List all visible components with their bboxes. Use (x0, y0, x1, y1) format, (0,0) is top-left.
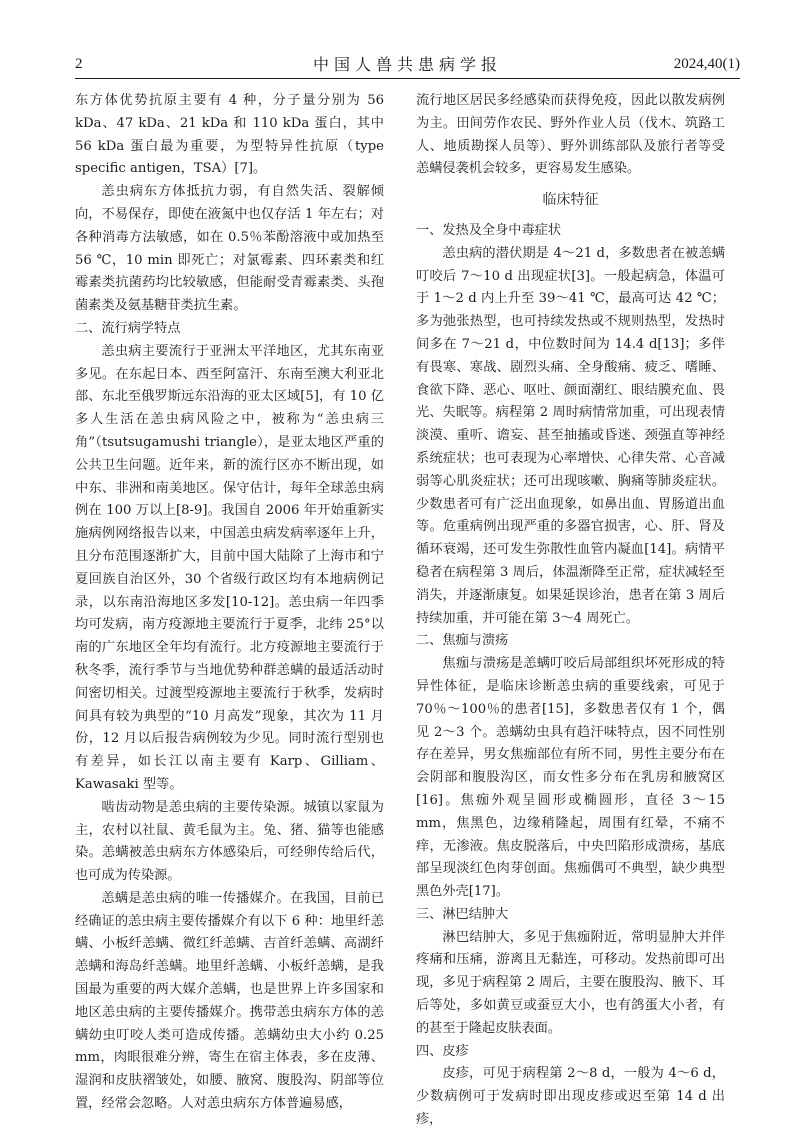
section-heading-epidemiology: 二、流行病学特点 (75, 320, 181, 336)
page-number: 2 (75, 56, 83, 72)
issue-number: 2024,40(1) (673, 56, 740, 72)
paragraph-antigens: 东方体优势抗原主要有 4 种，分子量分别为 56 kDa、47 kDa、21 kDa 和 110 kDa 蛋白，其中 56 kDa 蛋白最为重要，为型特异性抗原（type specific antigen，TSA）[7]。 (75, 93, 384, 177)
paragraph-vectors: 恙螨是恙虫病的唯一传播媒介。在我国，目前已经确证的恙虫病主要传播媒介有以下 6 种：地里纤恙螨、小板纤恙螨、微红纤恙螨、吉首纤恙螨、高湖纤恙螨和海岛纤恙螨。地里纤恙螨、小板纤恙螨，是我国最为重要的两大媒介恙螨，也是世界上许多国家和地区恙虫病的主要传播媒介。携带恙虫病东方体的恙螨幼虫叮咬人类可造成传播。恙螨幼虫大小约 0.25 mm，肉眼很难分辨，寄生在宿主体表，多在皮薄、湿润和皮肤褶皱处，如腰、腋窝、腹股沟、阴部等位置，经常会忽略。人对恙虫病东方体普遍易感， (75, 890, 384, 1112)
paragraph-fever: 恙虫病的潜伏期是 4～21 d，多数患者在被恙螨叮咬后 7～10 d 出现症状[3]。一般起病急，体温可于 1～2 d 内上升至 39～41 ℃，最高可达 42 ℃；多为弛张热型，也可持续发热或不规则热型，发热时间多在 7～21 d，中位数时间为 14.4 d[13]；多伴有畏寒、寒战、剧烈头痛、全身酸痛、疲乏、嗜睡、食欲下降、恶心、呕吐、颜面潮红、眼结膜充血、畏光、失眠等。病程第 2 周时病情常加重，可出现表情淡漠、重听、谵妄、甚至抽搐或昏迷、颈强直等神经系统症状；也可表现为心率增快、心律失常、心音减弱等心肌炎症状；还可出现咳嗽、胸痛等肺炎症状。少数患者可有广泛出血现象，如鼻出血、胃肠道出血等。危重病例出现严重的多器官损害，心、肝、肾及循环衰竭，还可发生弥散性血管内凝血[14]。病情平稳者在病程第 3 周后，体温渐降至正常，症状减轻至消失，并逐渐康复。如果延误诊治，患者在第 3 周后持续加重，并可能在第 3～4 周死亡。 (416, 245, 725, 626)
running-header (75, 52, 740, 74)
subheading-rash: 四、皮疹 (416, 1043, 469, 1059)
paragraph-continuation: 流行地区居民多经感染而获得免疫，因此以散发病例为主。田间劳作农民、野外作业人员（伐木、筑路工人、地质勘探人员等）、野外训练部队及旅行者等受恙螨侵袭机会较多，更容易发生感染。 (416, 93, 725, 177)
paragraph-rash: 皮疹，可见于病程第 2～8 d，一般为 4～6 d，少数病例可于发病时即出现皮疹或迟至第 14 d 出疹， (416, 1066, 725, 1128)
right-column (416, 90, 725, 1132)
section-heading-clinical: 临床特征 (542, 192, 599, 209)
left-column (75, 90, 384, 1116)
subheading-fever: 一、发热及全身中毒症状 (416, 222, 562, 238)
paragraph-resistance: 恙虫病东方体抵抗力弱，有自然失活、裂解倾向，不易保存，即使在液氮中也仅存活 1 年左右；对各种消毒方法敏感，如在 0.5％苯酚溶液中或加热至 56 ℃，10 min 即死亡；对氯霉素、四环素类和红霉素类抗菌药均比较敏感，但能耐受青霉素类、头孢菌素类及氨基糖苷类抗生素。 (75, 184, 384, 314)
paragraph-rodents: 啮齿动物是恙虫病的主要传染源。城镇以家鼠为主，农村以社鼠、黄毛鼠为主。兔、猪、猫等也能感染。恙螨被恙虫病东方体感染后，可经卵传给后代，也可成为传染源。 (75, 799, 384, 884)
journal-title: 中国人兽共患病学报 (312, 55, 502, 74)
subheading-lymph: 三、淋巴结肿大 (416, 906, 509, 922)
paragraph-lymph: 淋巴结肿大，多见于焦痂附近，常明显肿大并伴疼痛和压痛，游离且无黏连，可移动。发热前即可出现，多见于病程第 2 周后，主要在腹股沟、腋下、耳后等处，多如黄豆或蚕豆大小，也有鸽蛋大小者，有的甚至于隆起皮肤表面。 (416, 929, 725, 1036)
paragraph-eschar: 焦痂与溃疡是恙螨叮咬后局部组织坏死形成的特异性体征，是临床诊断恙虫病的重要线索，可见于 70％～100％的患者[15]，多数患者仅有 1 个，偶见 2～3 个。恙螨幼虫具有趋汗味特点，因不同性别存在差异，男女焦痂部位有所不同，男性主要分布在会阴部和腹股沟区，而女性多分布在乳房和腋窝区[16]。焦痂外观呈圆形或椭圆形，直径 3～15 mm，焦黑色，边缘稍隆起，周围有红晕，不痛不痒，无渗液。焦皮脱落后，中央凹陷形成溃疡，基底部呈现淡红色肉芽创面。焦痂偶可不典型，缺少典型黑色外壳[17]。 (416, 656, 725, 900)
paragraph-distribution: 恙虫病主要流行于亚洲太平洋地区，尤其东南亚多见。在东起日本、西至阿富汗、东南至澳大利亚北部、东北至俄罗斯远东沿海的亚太区域[5]，有 10 亿多人生活在恙虫病风险之中，被称为“恙虫病三角”（tsutsugamushi triangle），是亚太地区严重的公共卫生问题。近年来，新的流行区亦不断出现，如中东、非洲和南美地区。保守估计，每年全球恙虫病例在 100 万以上[8-9]。我国自 2006 年开始重新实施病例网络报告以来，中国恙虫病发病率逐年上升，且分布范围逐渐扩大，目前中国大陆除了上海市和宁夏回族自治区外，30 个省级行政区均有本地病例记录，以东南沿海地区多发[10-12]。恙虫病一年四季均可发病，南方疫源地主要流行于夏季，北纬 25°以南的广东地区全年均有流行。北方疫源地主要流行于秋冬季，流行季节与当地优势种群恙螨的最适活动时间密切相关。过渡型疫源地主要流行于秋季，发病时间具有较为典型的“10 月高发”现象，其次为 11 月份，12 月以后报告病例较为少见。同时流行型别也有差异，如长江以南主要有 Karp、Gilliam、Kawasaki 型等。 (75, 343, 384, 792)
header-rule (75, 78, 740, 79)
subheading-eschar: 二、焦痂与溃疡 (416, 633, 509, 649)
